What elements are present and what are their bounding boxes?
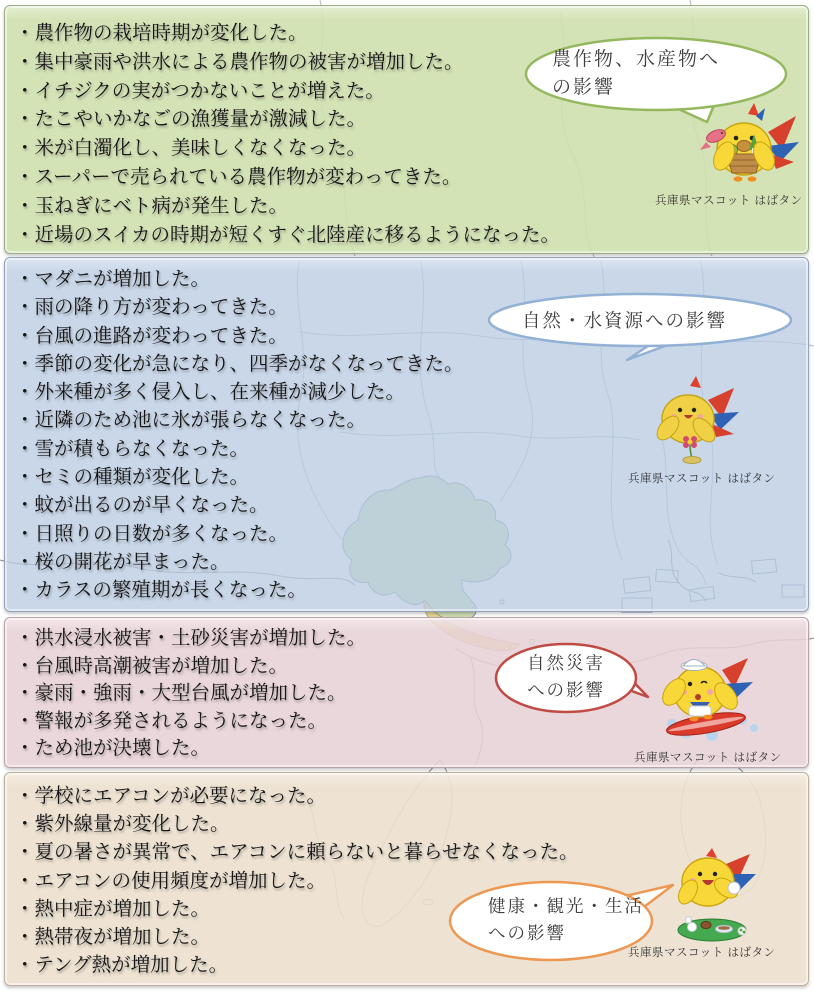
bullet-item: ・エアコンの使用頻度が増加した。 <box>15 869 327 892</box>
bullet-item: ・台風の進路が変わってきた。 <box>15 324 288 347</box>
bullet-item: ・イチジクの実がつかないことが増えた。 <box>15 79 385 102</box>
mascot-caption: 兵庫県マスコット はばタン <box>634 752 782 764</box>
bullet-item: ・洪水浸水被害・土砂災害が増加した。 <box>15 627 367 649</box>
bullet-item: ・台風時高潮被害が増加した。 <box>15 654 289 677</box>
bullet-item: ・近場のスイカの時期が短くすぐ北陸産に移るようになった。 <box>15 223 561 246</box>
bullet-item: ・マダニが増加した。 <box>15 268 211 290</box>
bullet-item: ・ため池が決壊した。 <box>15 737 211 760</box>
bullet-item: ・学校にエアコンが必要になった。 <box>15 785 327 807</box>
bullet-item: ・桜の開花が早まった。 <box>15 550 230 573</box>
bullet-item: ・スーパーで売られている農作物が変わってきた。 <box>15 165 462 188</box>
bubble-agriculture-label <box>522 34 794 126</box>
bullet-item: ・米が白濁化し、美味しくなくなった。 <box>15 137 367 160</box>
mascot-caption: 兵庫県マスコット はばタン <box>628 947 776 959</box>
bullet-item: ・季節の変化が急になり、四季がなくなってきた。 <box>15 352 464 375</box>
bullet-item: ・雪が積もらなくなった。 <box>15 437 250 460</box>
bullet-item: ・近隣のため池に氷が張らなくなった。 <box>15 409 367 432</box>
bullet-item: ・熱帯夜が増加した。 <box>15 926 211 949</box>
bubble-health-text: 健康・観光・生活 への影響 <box>488 896 644 943</box>
bullet-item: ・警報が多発されるようになった。 <box>15 709 328 732</box>
bullet-item: ・外来種が多く侵入し、在来種が減少した。 <box>15 381 406 404</box>
bullet-item: ・テング熱が増加した。 <box>15 954 229 977</box>
bubble-disaster-label <box>494 642 656 724</box>
bullet-item: ・熱中症が増加した。 <box>15 897 211 920</box>
bullet-item: ・カラスの繁殖期が長くなった。 <box>15 579 307 602</box>
bubble-nature-text: 自然・水資源への影響 <box>522 310 728 331</box>
bullet-item: ・豪雨・強雨・大型台風が増加した。 <box>15 682 347 705</box>
bullet-item: ・セミの種類が変化した。 <box>15 466 250 489</box>
bullet-item: ・紫外線量が変化した。 <box>15 813 230 836</box>
bullet-item: ・たこやいかなごの漁獲量が激減した。 <box>15 108 367 131</box>
mascot-habatan-surfing-illustration <box>642 644 770 744</box>
bullet-item: ・夏の暑さが異常で、エアコンに頼らないと暮らせなくなった。 <box>15 841 579 864</box>
bubble-agriculture-text: 農作物、水産物へ の影響 <box>552 49 721 98</box>
bubble-nature-label <box>486 292 796 366</box>
bullet-item: ・日照りの日数が多くなった。 <box>15 522 289 545</box>
bullet-item: ・玉ねぎにベト病が発生した。 <box>15 194 289 217</box>
mascot-habatan-flower-illustration <box>646 372 746 467</box>
bullet-item: ・蚊が出るのが早くなった。 <box>15 494 269 517</box>
bullet-item: ・農作物の栽培時期が変化した。 <box>15 22 308 44</box>
mascot-caption: 兵庫県マスコット はばタン <box>655 195 803 207</box>
bullet-item: ・集中豪雨や洪水による農作物の被害が増加した。 <box>15 50 464 73</box>
bubble-disaster-text: 自然災害 への影響 <box>527 653 605 700</box>
mascot-caption: 兵庫県マスコット はばタン <box>628 473 776 485</box>
bullet-item: ・雨の降り方が変わってきた。 <box>15 296 288 319</box>
